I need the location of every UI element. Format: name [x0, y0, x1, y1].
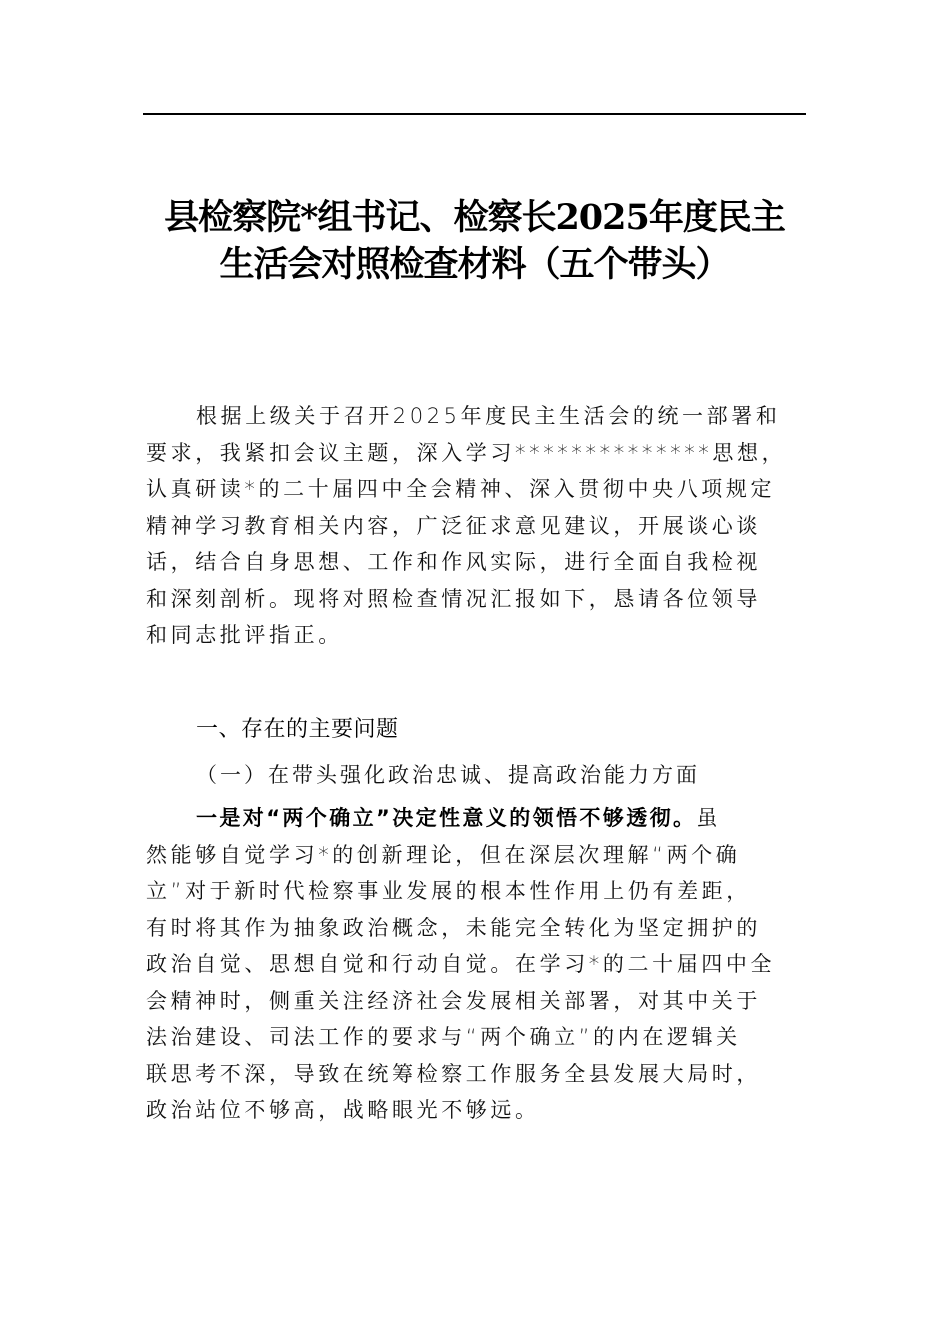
point-one-line: 政治站位不够高，战略眼光不够远。 — [146, 1098, 540, 1122]
point-one-line: 政治自觉、思想自觉和行动自觉。在学习*的二十届四中全 — [146, 952, 776, 976]
intro-line: 话，结合自身思想、工作和作风实际，进行全面自我检视 — [146, 550, 761, 574]
point-one-paragraph — [146, 800, 806, 1129]
intro-line: 和深刻剖析。现将对照检查情况汇报如下，恳请各位领导 — [146, 586, 761, 611]
point-one-lead: 一是对“两个确立”决定性意义的领悟不够透彻。 — [196, 806, 697, 830]
point-one-first-line — [146, 800, 806, 837]
point-one-line: 然能够自觉学习*的创新理论，但在深层次理解“两个确 — [146, 842, 741, 867]
point-one-first-line-rest: 虽 — [696, 806, 722, 830]
point-one-line: 会精神时，侧重关注经济社会发展相关部署，对其中关于 — [146, 988, 761, 1013]
point-one-line: 有时将其作为抽象政治概念，未能完全转化为坚定拥护的 — [146, 915, 761, 940]
intro-line: 和同志批评指正。 — [146, 623, 343, 647]
point-one-line: 立”对于新时代检察事业发展的根本性作用上仍有差距， — [146, 879, 751, 903]
header-rule — [143, 113, 806, 115]
point-one-line: 联思考不深，导致在统筹检察工作服务全县发展大局时， — [146, 1061, 761, 1086]
intro-line: 根据上级关于召开2025年度民主生活会的统一部署和 — [196, 404, 781, 428]
intro-line: 要求，我紧扣会议主题，深入学习**************思想， — [146, 440, 787, 465]
section-heading: 一、存在的主要问题 — [196, 717, 399, 742]
intro-line: 精神学习教育相关内容，广泛征求意见建议，开展谈心谈 — [146, 513, 761, 538]
intro-paragraph — [146, 398, 806, 654]
intro-line: 认真研读*的二十届四中全会精神、深入贯彻中央八项规定 — [146, 477, 776, 501]
document-title-line-2: 生活会对照检查材料（五个带头） — [219, 244, 730, 285]
point-one-line: 法治建设、司法工作的要求与“两个确立”的内在逻辑关 — [146, 1025, 741, 1049]
document-title-line-1: 县检察院*组书记、检察长2025年度民主 — [164, 197, 785, 238]
subsection-heading: （一）在带头强化政治忠诚、提高政治能力方面 — [196, 763, 700, 787]
